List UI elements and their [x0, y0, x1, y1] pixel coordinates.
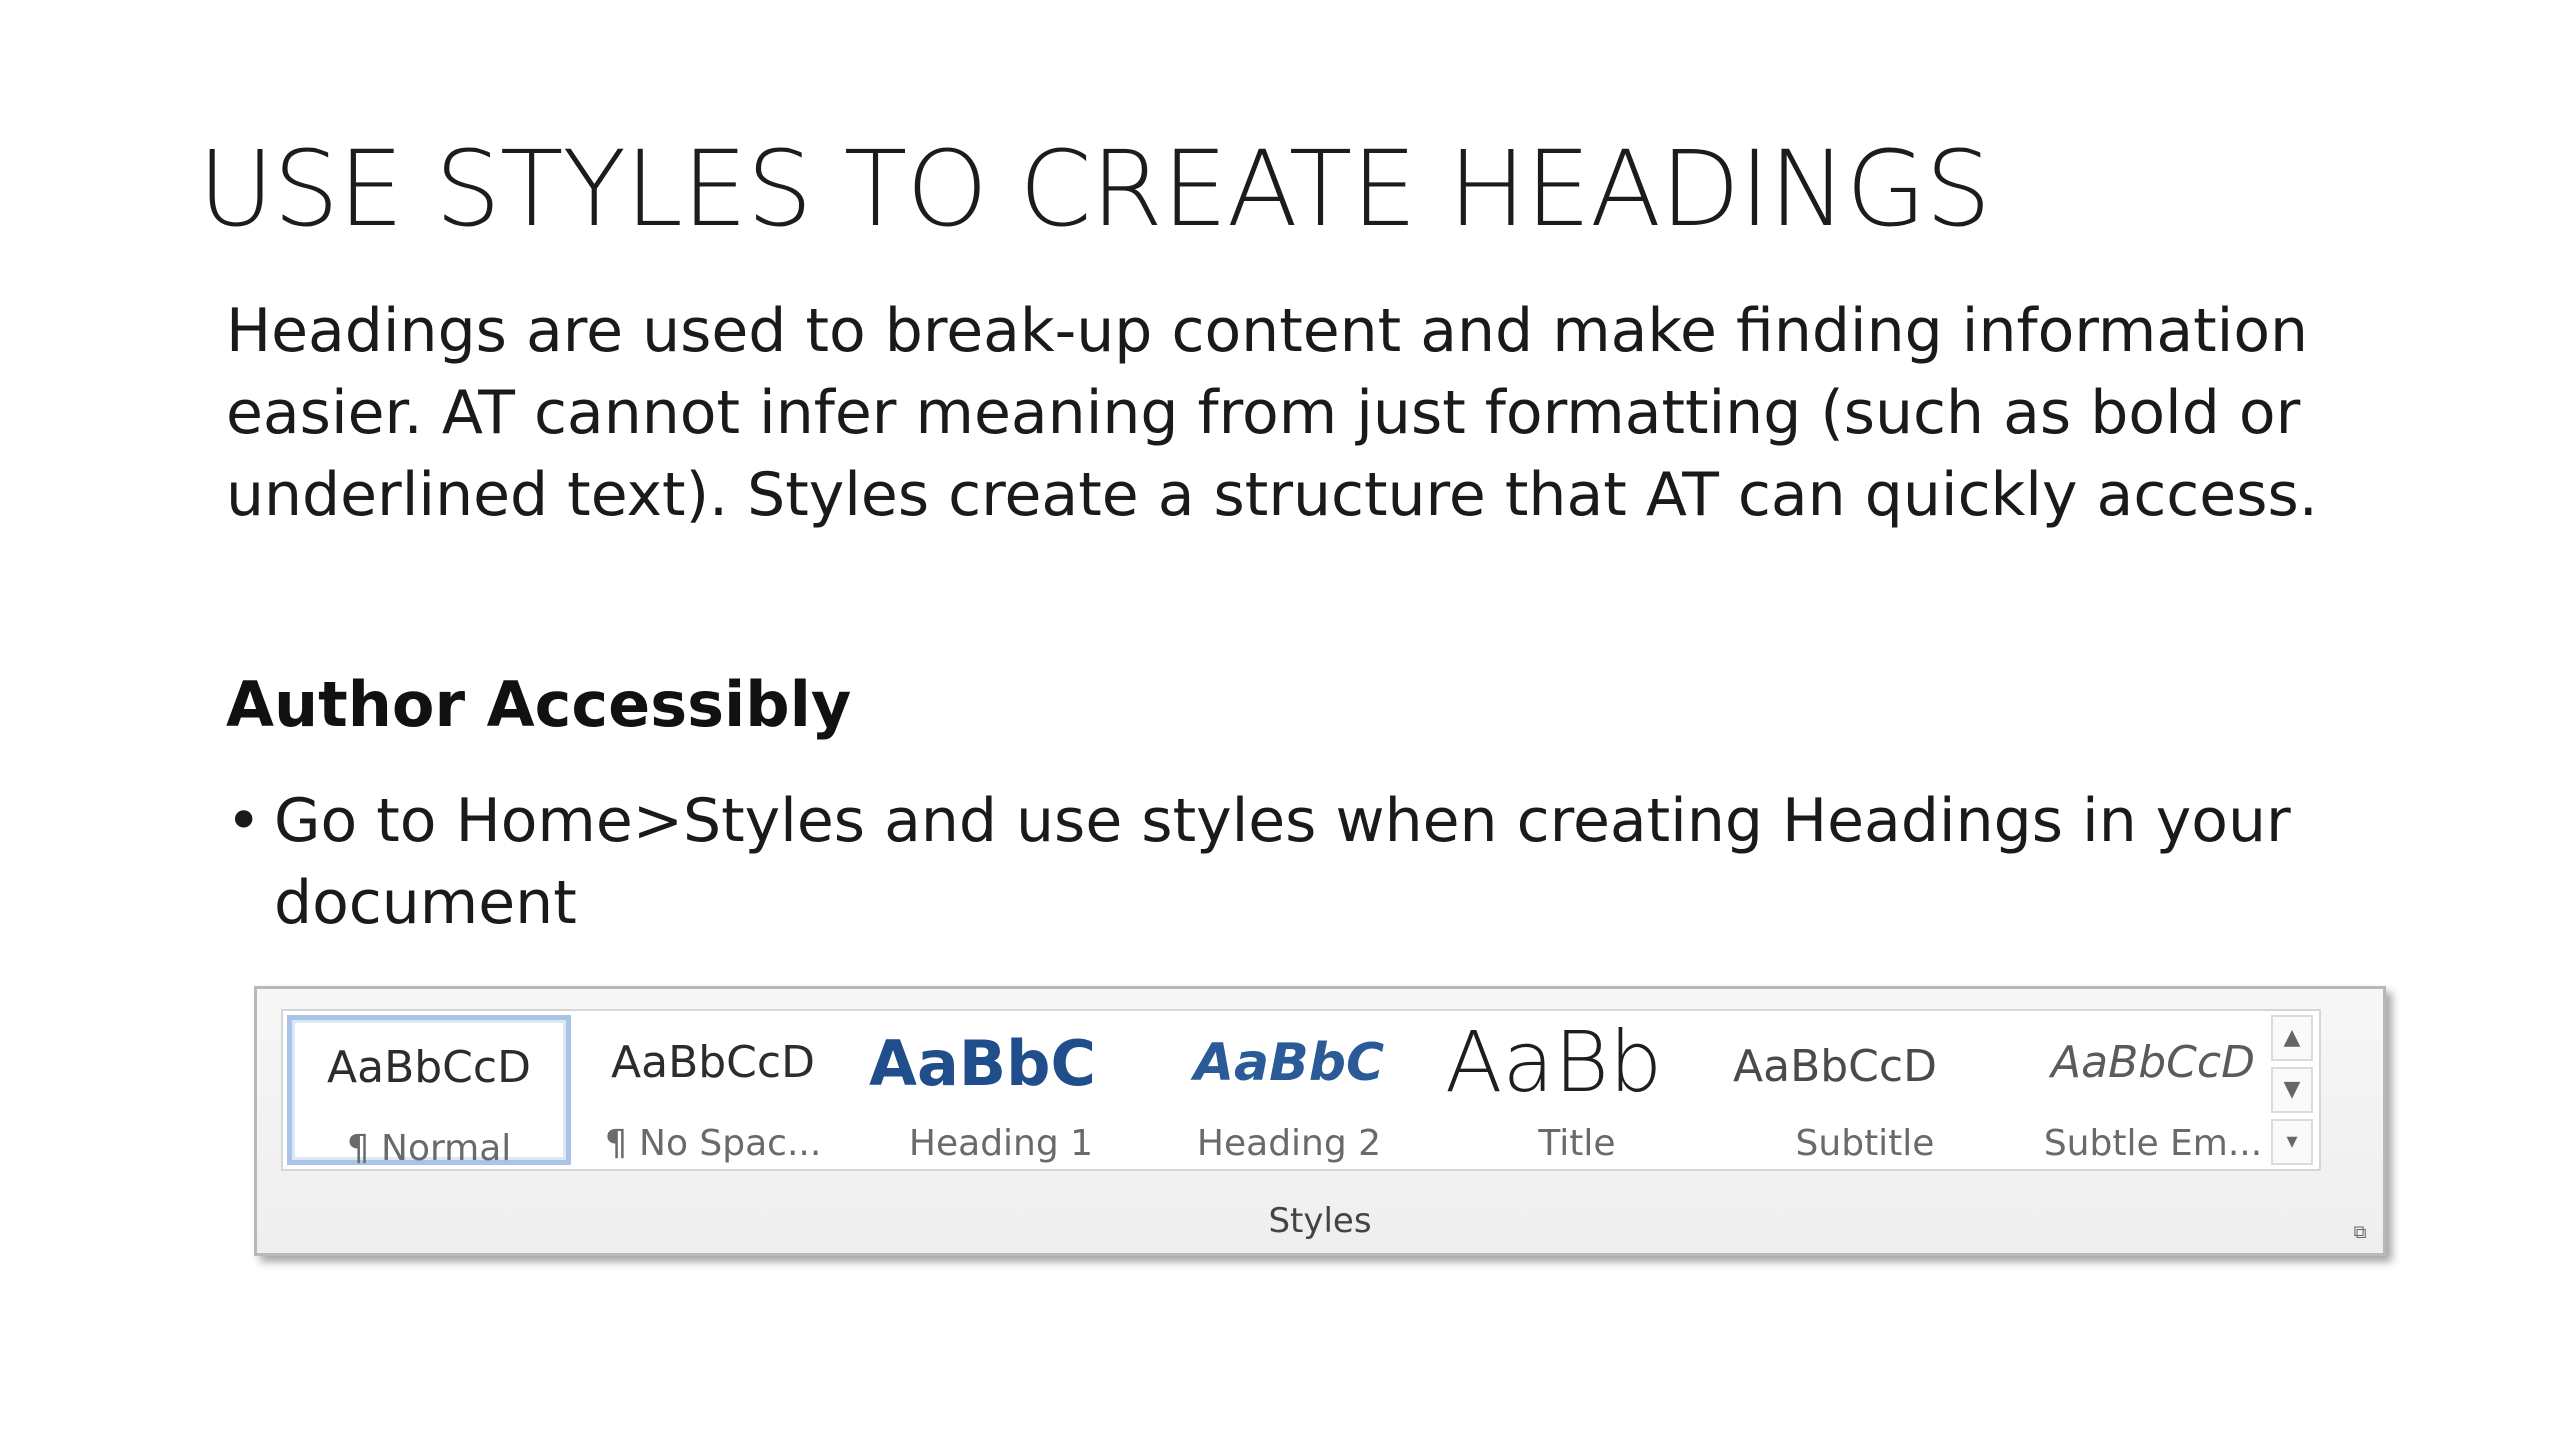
gallery-more-button[interactable]: ▾ — [2271, 1119, 2313, 1165]
style-heading-2[interactable] — [1147, 1015, 1431, 1165]
style-sample: AaBbCcD — [611, 1037, 815, 1088]
gallery-scrollbar — [2271, 1015, 2315, 1165]
style-subtitle[interactable] — [1723, 1015, 2007, 1165]
style-label: ¶ No Spac... — [604, 1123, 822, 1164]
scroll-up-button[interactable]: ▲ — [2271, 1015, 2313, 1061]
style-label: ¶ Normal — [346, 1128, 512, 1169]
slide-title: USE STYLES TO CREATE HEADINGS — [198, 128, 1991, 250]
body-line: easier. AT cannot infer meaning from just formatting (such as bold or — [226, 378, 2301, 448]
style-normal[interactable] — [287, 1015, 571, 1169]
style-subtle-emphasis[interactable] — [2011, 1015, 2295, 1165]
style-label: Subtle Em... — [2043, 1123, 2263, 1164]
style-label: Heading 1 — [908, 1123, 1094, 1164]
styles-gallery — [281, 1009, 2321, 1171]
styles-ribbon-group — [254, 986, 2386, 1256]
dialog-launcher-icon[interactable]: ⧉ — [2353, 1222, 2367, 1242]
bullet-line: document — [274, 868, 577, 938]
style-label: Heading 2 — [1196, 1123, 1382, 1164]
style-sample: AaBbC — [1193, 1033, 1385, 1093]
style-sample: AaBbCcD — [2051, 1037, 2255, 1088]
style-label: Title — [1538, 1123, 1616, 1164]
style-heading-1[interactable] — [859, 1015, 1143, 1165]
style-sample: AaBbCcD — [1733, 1041, 1937, 1092]
style-label: Subtitle — [1795, 1123, 1935, 1164]
bullet-text — [274, 780, 2291, 944]
style-sample: AaBbC — [869, 1027, 1096, 1100]
scroll-down-button[interactable]: ▼ — [2271, 1067, 2313, 1113]
bullet-marker: • — [226, 786, 262, 856]
body-line: Headings are used to break-up content and make finding information — [226, 296, 2309, 366]
style-title[interactable] — [1435, 1015, 1719, 1165]
style-sample: AaBbCcD — [327, 1042, 531, 1093]
style-no-spacing[interactable] — [571, 1015, 855, 1165]
body-line: underlined text). Styles create a structure that AT can quickly access. — [226, 460, 2318, 530]
subheading: Author Accessibly — [226, 668, 852, 741]
body-paragraph — [226, 290, 2426, 536]
style-sample: AaBb — [1445, 1013, 1663, 1111]
bullet-line: Go to Home>Styles and use styles when creating Headings in your — [274, 786, 2291, 856]
styles-group-label: Styles — [1268, 1201, 1372, 1241]
